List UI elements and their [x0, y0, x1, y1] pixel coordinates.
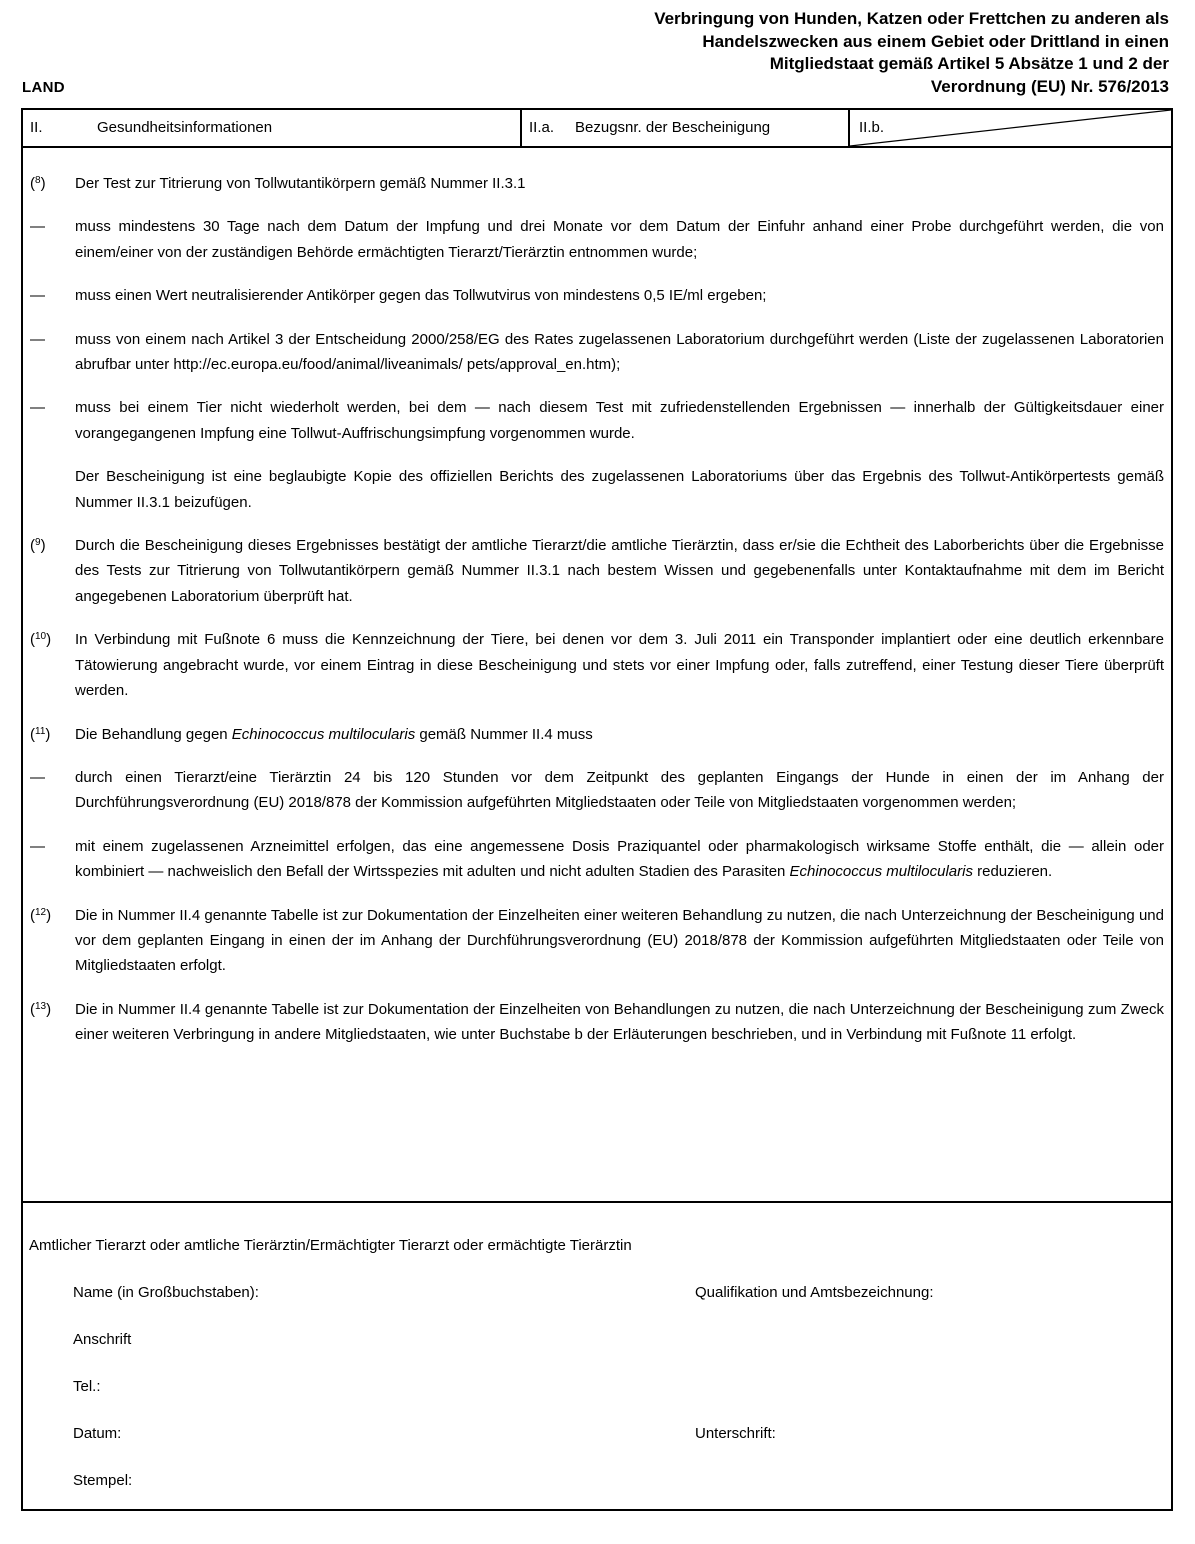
note-marker: ($^9$) — [30, 537, 46, 555]
document-title — [654, 8, 1169, 98]
note-marker: — — [30, 287, 45, 305]
note-item — [30, 171, 1164, 196]
tel-label: Tel.: — [73, 1378, 101, 1395]
note-marker: ($^{11}$) — [30, 725, 51, 743]
note-item — [30, 997, 1164, 1048]
note-marker: ($^{10}$) — [30, 631, 52, 649]
note-item — [30, 327, 1164, 378]
certificate-header-row — [23, 110, 1171, 148]
header-cell-health-information — [23, 110, 522, 146]
note-text: muss mindestens 30 Tage nach dem Datum der Impfung und drei Monate vor dem Datum der Einfuhr anhand einer Probe durchgeführt werden, die von einem/einer von der zuständigen Behörde ermächtigten Tierarzt/Tierärztin entnommen wurde; — [75, 218, 1164, 261]
header-cell-iib — [850, 110, 1171, 146]
address-row — [73, 1327, 1164, 1352]
section-label: Gesundheitsinformationen — [97, 119, 273, 136]
note-item — [30, 395, 1164, 446]
header-cell-certificate-reference — [522, 110, 850, 146]
note-text: Der Test zur Titrierung von Tollwutantikörpern gemäß Nummer II.3.1 — [75, 175, 526, 192]
note-item — [30, 765, 1164, 816]
country-label: LAND — [22, 79, 65, 96]
note-item — [30, 627, 1164, 703]
note-item — [30, 903, 1164, 979]
note-item — [30, 834, 1164, 885]
tel-row — [73, 1374, 1164, 1399]
note-item — [30, 464, 1164, 515]
note-item — [30, 533, 1164, 609]
section-number: II. — [30, 119, 43, 136]
note-marker: ($^{12}$) — [30, 906, 52, 924]
note-text: Der Bescheinigung ist eine beglaubigte Kopie des offiziellen Berichts des zugelassenen Laboratoriums über das Ergebnis des Tollwut-Antikörpertests gemäß Nummer II.3.1 beizufügen. — [75, 468, 1164, 511]
address-label: Anschrift — [73, 1331, 132, 1348]
note-marker: — — [30, 768, 45, 786]
signature-label: Unterschrift: — [695, 1425, 776, 1442]
document-title-line-2: Handelszwecken aus einem Gebiet oder Drittland in einen — [702, 31, 1169, 51]
note-text: durch einen Tierarzt/eine Tierärztin 24 bis 120 Stunden vor dem Zeitpunkt des geplanten Eingangs der Hunde in einen der im Anhang der Durchführungsverordnung (EU) 2018/878 der Kommission aufgeführten Mitgliedstaaten oder Teile von Mitgliedstaaten vorgenommen werden; — [75, 768, 1164, 812]
note-item — [30, 283, 1164, 308]
note-item — [30, 214, 1164, 265]
veterinarian-section — [23, 1201, 1171, 1509]
date-row — [73, 1421, 1164, 1446]
note-text: muss bei einem Tier nicht wiederholt werden, bei dem — nach diesem Test mit zufriedenstellenden Ergebnissen — innerhalb der Gültigkeitsdauer einer vorangegangenen Impfung eine Tollwut-Auffrischungsimpfung vorgenommen wurde. — [75, 399, 1164, 442]
note-marker: — — [30, 218, 45, 236]
qualification-label: Qualifikation und Amtsbezeichnung: — [695, 1284, 934, 1301]
note-marker: ($^{13}$) — [30, 1000, 52, 1018]
stamp-label: Stempel: — [73, 1472, 133, 1489]
name-label: Name (in Großbuchstaben): — [73, 1284, 259, 1301]
note-marker: ($^8$) — [30, 175, 46, 192]
stamp-row — [73, 1468, 1164, 1493]
certificate-body — [21, 108, 1173, 1511]
note-text: Durch die Bescheinigung dieses Ergebnisses bestätigt der amtliche Tierarzt/die amtliche Tierärztin, dass er/sie die Echtheit des Laborberichts über die Ergebnisse des Tests zur Titrierung von Tollwutantikörpern gemäß Nummer II.3.1 nach bestem Wissen und gegebenenfalls unter Kontaktaufnahme mit dem im Bericht angegebenen Laboratorium überprüft hat. — [75, 537, 1164, 605]
document-title-line-4: Verordnung (EU) Nr. 576/2013 — [930, 76, 1169, 96]
section-number: II.b. — [859, 119, 885, 136]
name-row — [73, 1280, 1164, 1305]
section-number: II.a. — [529, 119, 555, 136]
note-text: Die Behandlung gegen Echinococcus multilocularis gemäß Nummer II.4 muss — [75, 725, 593, 743]
note-marker: — — [30, 399, 45, 417]
note-marker: — — [30, 837, 45, 855]
note-text: Die in Nummer II.4 genannte Tabelle ist zur Dokumentation der Einzelheiten einer weiteren Behandlung zu nutzen, die nach Unterzeichnung der Bescheinigung und vor dem geplanten Eingang in einen der im Anhang der Durchführungsverordnung (EU) 2018/878 der Kommission aufgeführten Mitgliedstaaten oder Teile von Mitgliedstaaten erfolgt. — [75, 906, 1164, 975]
note-marker: — — [30, 330, 45, 348]
section-label: Bezugsnr. der Bescheinigung — [575, 119, 771, 136]
note-text: muss von einem nach Artikel 3 der Entscheidung 2000/258/EG des Rates zugelassenen Laboratorium durchgeführt werden (Liste der zugelassenen Laboratorien abrufbar unter http://ec.europa.eu/food/animal/liveanimals/ pets/approval_en.htm); — [75, 330, 1164, 374]
veterinarian-heading: Amtlicher Tierarzt oder amtliche Tierärztin/Ermächtigter Tierarzt oder ermächtigte Tierärztin — [29, 1237, 632, 1254]
note-item — [30, 722, 1164, 747]
note-text: mit einem zugelassenen Arzneimittel erfolgen, das eine angemessene Dosis Praziquantel oder pharmakologisch wirksame Stoffe enthält, die — allein oder kombiniert — nachweislich den Befall der Wirtsspezies mit adulten und nicht adulten Stadien des Parasiten Echinococcus multilocularis reduzieren. — [75, 837, 1164, 881]
health-information-notes — [23, 148, 1171, 1201]
date-label: Datum: — [73, 1425, 122, 1442]
note-text: In Verbindung mit Fußnote 6 muss die Kennzeichnung der Tiere, bei denen vor dem 3. Juli 2011 ein Transponder implantiert oder eine deutlich erkennbare Tätowierung angebracht wurde, vor einem Eintrag in diese Bescheinigung und stets vor einer Impfung oder, falls zutreffend, einer Testung dieser Tiere überprüft werden. — [75, 631, 1164, 700]
diagonal-strikeout-line — [850, 110, 1171, 146]
note-text: muss einen Wert neutralisierender Antikörper gegen das Tollwutvirus von mindestens 0,5 IE/ml ergeben; — [75, 287, 767, 305]
document-title-line-1: Verbringung von Hunden, Katzen oder Frettchen zu anderen als — [654, 9, 1169, 28]
document-title-line-3: Mitgliedstaat gemäß Artikel 5 Absätze 1 und 2 der — [769, 54, 1169, 73]
note-marker — [30, 464, 75, 515]
note-text: Die in Nummer II.4 genannte Tabelle ist zur Dokumentation der Einzelheiten von Behandlungen zu nutzen, die nach Unterzeichnung der Bescheinigung zum Zweck einer weiteren Verbringung in andere Mitgliedstaaten, wie unter Buchstabe b der Erläuterungen beschrieben, und in Verbindung mit Fußnote 11 erfolgt. — [75, 1000, 1164, 1044]
